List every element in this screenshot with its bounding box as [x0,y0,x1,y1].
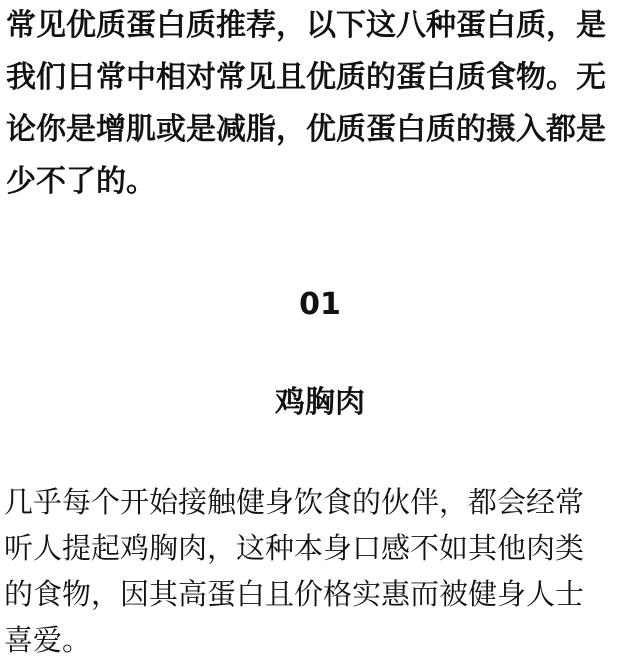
section-title: 鸡胸肉 [275,385,365,420]
body-line: 的食物，因其高蛋白且价格实惠而被健身人士 [4,577,585,611]
intro-line: 我们日常中相对常见且优质的蛋白质食物。无 [6,60,606,95]
intro-paragraph [6,0,636,208]
body-line: 喜爱。 [4,623,92,657]
body-line: 听人提起鸡胸肉，这种本身口感不如其他肉类 [4,531,585,565]
intro-line: 少不了的。 [6,164,156,199]
intro-line: 论你是增肌或是减脂，优质蛋白质的摄入都是 [6,112,606,147]
section-body-paragraph [4,479,636,663]
body-line: 几乎每个开始接触健身饮食的伙伴，都会经常 [4,485,585,519]
intro-line: 常见优质蛋白质推荐，以下这八种蛋白质，是 [6,8,606,43]
section-number: 01 [299,287,341,322]
